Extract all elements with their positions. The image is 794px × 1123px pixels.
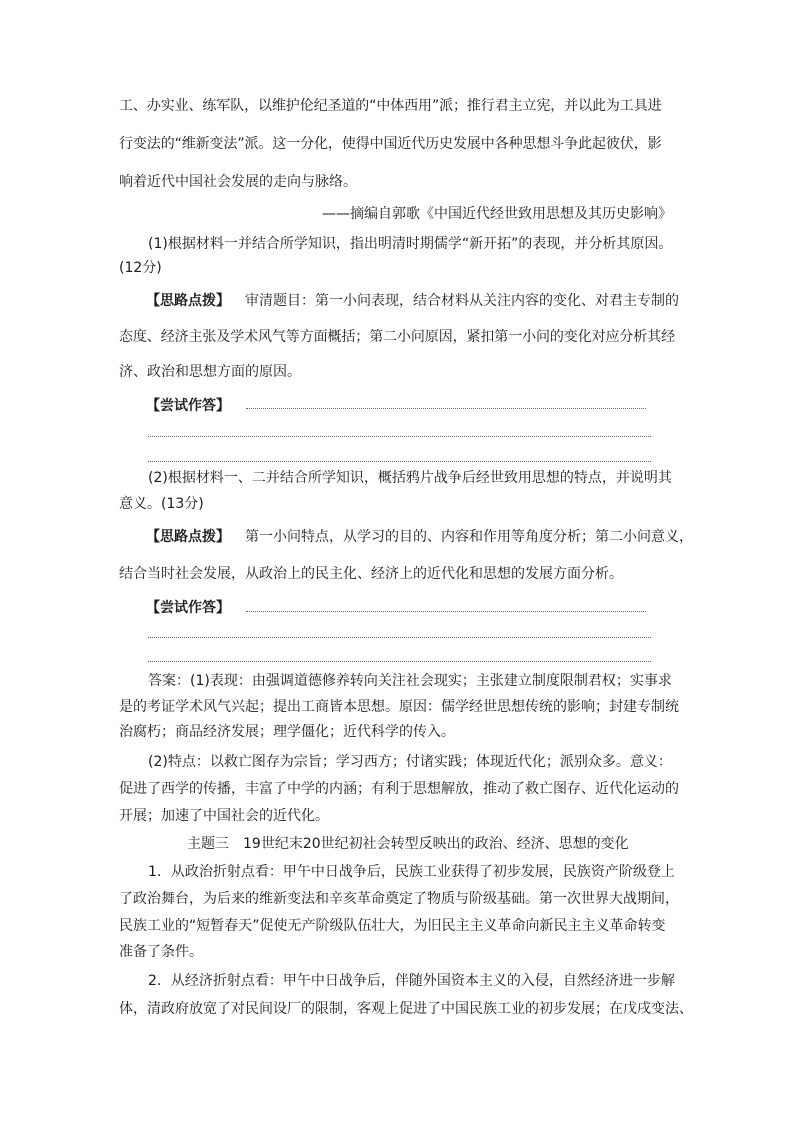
paragraph-line: 行变法的“维新变法”派。这一分化，使得中国近代历史发展中各种思想斗争此起彼伏，影 xyxy=(119,136,662,152)
hint-text: 济、政治和思想方面的原因。 xyxy=(119,364,301,380)
answer-line xyxy=(148,661,651,662)
try-answer-label: 【尝试作答】 xyxy=(146,600,230,616)
question-2-score: 意义。(13分) xyxy=(119,496,204,512)
answer-text: 开展；加速了中国社会的近代化。 xyxy=(119,808,329,824)
paragraph-line: 工、办实业、练军队，以维护伦纪圣道的“中体西用”派；推行君主立宪，并以此为工具进 xyxy=(119,98,662,114)
section-heading: 主题三 19世纪末20世纪初社会转型反映出的政治、经济、思想的变化 xyxy=(187,836,629,852)
paragraph-line: 民族工业的“短暂春天”促使无产阶级队伍壮大，为旧民主主义革命向新民主主义革命转变 xyxy=(119,918,666,934)
answer-text: 促进了西学的传播，丰富了中学的内涵；有利于思想解放，推动了救亡图存、近代化运动的 xyxy=(119,781,679,797)
paragraph-line: 2．从经济折射点看：甲午中日战争后，伴随外国资本主义的入侵，自然经济进一步解 xyxy=(148,973,675,989)
answer-text: 答案：(1)表现：由强调道德修养转向关注社会现实；主张建立制度限制君权；实事求 xyxy=(148,673,672,689)
paragraph-line: 体，清政府放宽了对民间设厂的限制，客观上促进了中国民族工业的初步发展；在戊戌变法、 xyxy=(119,1001,693,1017)
source-citation: ——摘编自郭歌《中国近代经世致用思想及其历史影响》 xyxy=(322,206,672,222)
answer-line xyxy=(148,436,651,437)
question-2: (2)根据材料一、二并结合所学知识，概括鸦片战争后经世致用思想的特点，并说明其 xyxy=(148,470,672,486)
paragraph-line: 了政治舞台，为后来的维新变法和辛亥革命奠定了物质与阶级基础。第一次世界大战期间， xyxy=(119,891,679,907)
hint-text: 结合当时社会发展，从政治上的民主化、经济上的近代化和思想的发展方面分析。 xyxy=(119,566,623,582)
answer-line xyxy=(246,408,646,409)
question-1: (1)根据材料一并结合所学知识，指出明清时期儒学“新开拓”的表现，并分析其原因。 xyxy=(148,236,673,252)
paragraph-line: 准备了条件。 xyxy=(119,944,203,960)
hint-text: 审清题目：第一小问表现，结合材料从关注内容的变化、对君主专制的 xyxy=(245,293,679,309)
hint-text: 态度、经济主张及学术风气等方面概括；第二小问原因，紧扣第一小问的变化对应分析其经 xyxy=(119,329,675,345)
hint-label: 【思路点拨】 xyxy=(146,293,230,309)
try-answer-label: 【尝试作答】 xyxy=(146,398,230,414)
hint-label: 【思路点拨】 xyxy=(146,529,230,545)
answer-text: 治腐朽；商品经济发展；理学僵化；近代科学的传入。 xyxy=(119,724,455,740)
hint-text: 第一小问特点，从学习的目的、内容和作用等角度分析；第二小问意义， xyxy=(245,529,693,545)
answer-line xyxy=(246,611,646,612)
answer-line xyxy=(148,637,651,638)
answer-line xyxy=(148,461,651,462)
paragraph-line: 响着近代中国社会发展的走向与脉络。 xyxy=(119,174,357,190)
question-1-score: (12分) xyxy=(119,260,162,276)
answer-text: 是的考证学术风气兴起；提出工商皆本思想。原因：儒学经世思想传统的影响；封建专制统 xyxy=(119,699,679,715)
paragraph-line: 1．从政治折射点看：甲午中日战争后，民族工业获得了初步发展，民族资产阶级登上 xyxy=(148,864,675,880)
answer-text: (2)特点：以救亡图存为宗旨；学习西方；付诸实践；体现近代化；派别众多。意义： xyxy=(148,754,672,770)
